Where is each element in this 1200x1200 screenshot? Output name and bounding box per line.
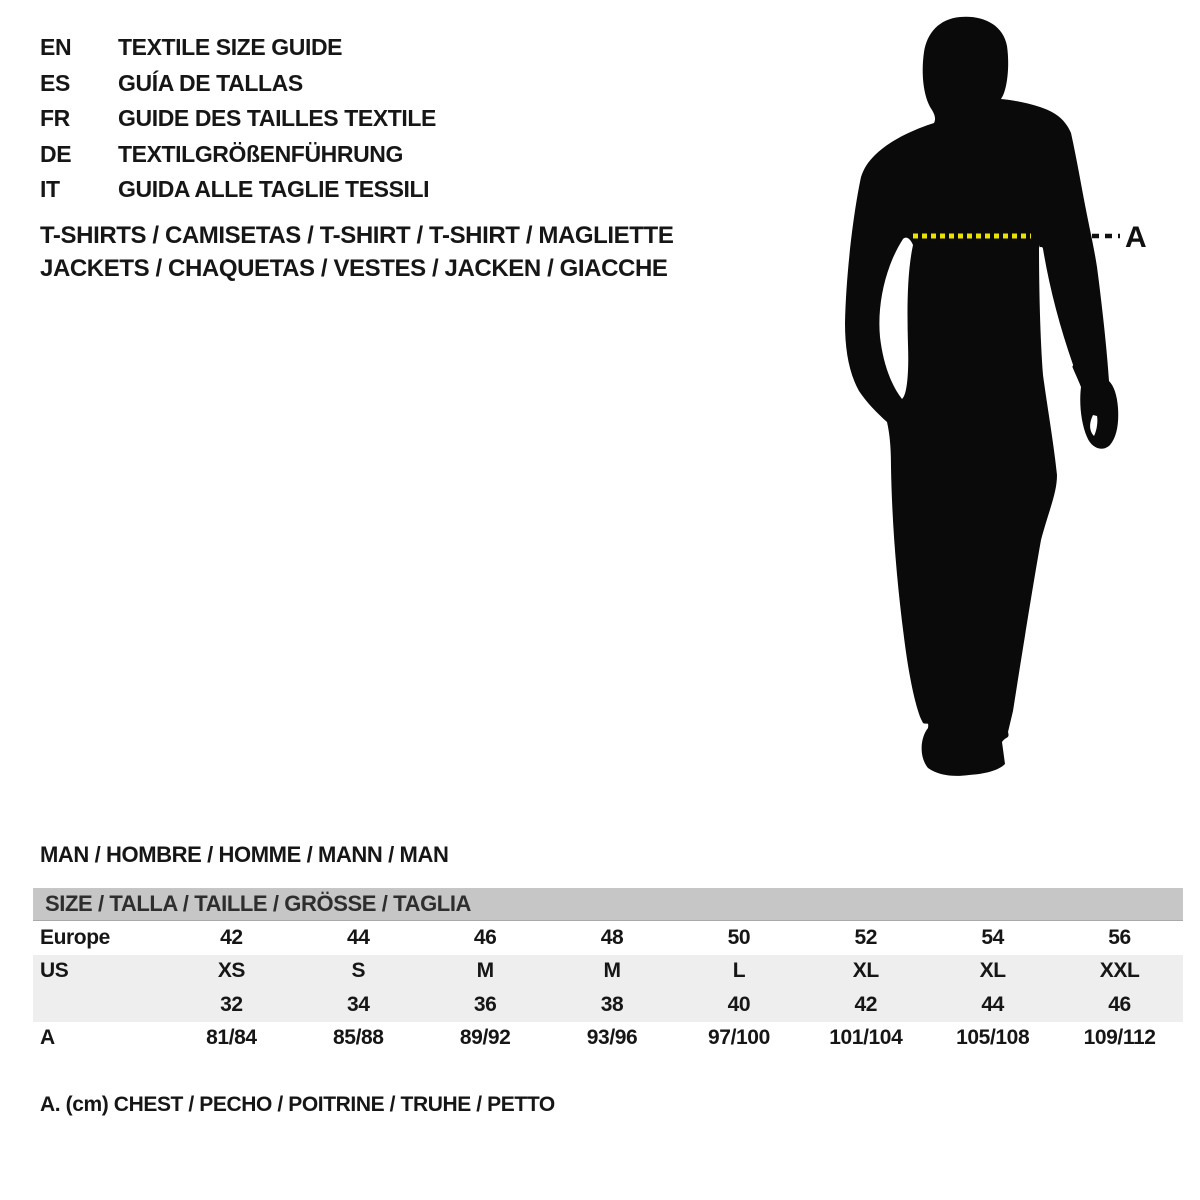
language-title-block [40,30,436,208]
table-cell: 56 [1108,925,1131,949]
language-label: TEXTILGRÖßENFÜHRUNG [118,140,403,167]
measurement-footnote: A. (cm) CHEST / PECHO / POITRINE / TRUHE / PETTO [40,1093,555,1116]
table-cell: 32 [220,992,243,1016]
table-cell: 93/96 [586,1026,638,1050]
language-code: DE [40,140,72,167]
table-cell: 46 [1108,992,1131,1016]
table-cell: 50 [727,925,751,949]
table-cell: 97/100 [708,1026,770,1050]
measure-label-a: A [1125,221,1147,254]
language-code: IT [40,176,60,203]
table-row [33,921,1183,955]
table-row [33,988,1183,1022]
table-cell: 81/84 [206,1026,257,1050]
man-silhouette [845,17,1118,776]
table-cell: 34 [347,992,370,1016]
row-label: US [40,959,69,983]
section-title: MAN / HOMBRE / HOMME / MANN / MAN [40,842,449,867]
table-cell: 89/92 [459,1026,511,1050]
table-cell: 38 [600,992,624,1016]
size-table-header: SIZE / TALLA / TAILLE / GRÖSSE / TAGLIA [33,888,1183,921]
language-row [40,137,436,173]
table-cell: 101/104 [829,1026,903,1050]
table-cell: 42 [854,992,878,1016]
table-cell: 48 [600,925,624,949]
table-cell: XXL [1099,959,1140,983]
table-cell: 40 [727,992,751,1016]
category-line-tshirts: T-SHIRTS / CAMISETAS / T-SHIRT / T-SHIRT / MAGLIETTE [40,222,674,249]
language-code: ES [40,69,70,96]
category-line-jackets: JACKETS / CHAQUETAS / VESTES / JACKEN / GIACCHE [40,255,668,282]
man-silhouette-figure [835,5,1160,785]
table-cell: 46 [473,925,497,949]
table-cell: 54 [981,925,1004,949]
table-cell: M [603,959,621,983]
table-row [33,1022,1183,1056]
table-row [33,955,1183,989]
language-code: FR [40,105,70,132]
language-label: GUIDE DES TAILLES TEXTILE [118,105,436,132]
garment-category-block [40,219,673,285]
table-cell: 36 [473,992,497,1016]
table-cell: 52 [854,925,878,949]
table-cell: 44 [981,992,1004,1016]
language-label: GUÍA DE TALLAS [118,69,303,96]
table-cell: XS [217,959,246,983]
table-cell: S [351,959,366,983]
table-cell: XL [852,959,879,983]
row-label: A [40,1026,55,1050]
table-cell: 42 [220,925,243,949]
table-cell: 105/108 [956,1026,1030,1050]
language-row [40,172,436,208]
table-cell: 85/88 [333,1026,384,1050]
language-row [40,30,436,66]
table-cell: L [732,959,746,983]
size-table-body [33,921,1183,1055]
language-row [40,66,436,102]
table-cell: 109/112 [1083,1026,1156,1050]
language-label: TEXTILE SIZE GUIDE [118,34,343,61]
language-code: EN [40,34,72,61]
table-cell: 44 [347,925,370,949]
language-label: GUIDA ALLE TAGLIE TESSILI [118,176,430,203]
table-cell: XL [979,959,1006,983]
table-cell: M [476,959,494,983]
language-row [40,101,436,137]
row-label: Europe [40,925,110,949]
size-table [33,888,1183,1055]
